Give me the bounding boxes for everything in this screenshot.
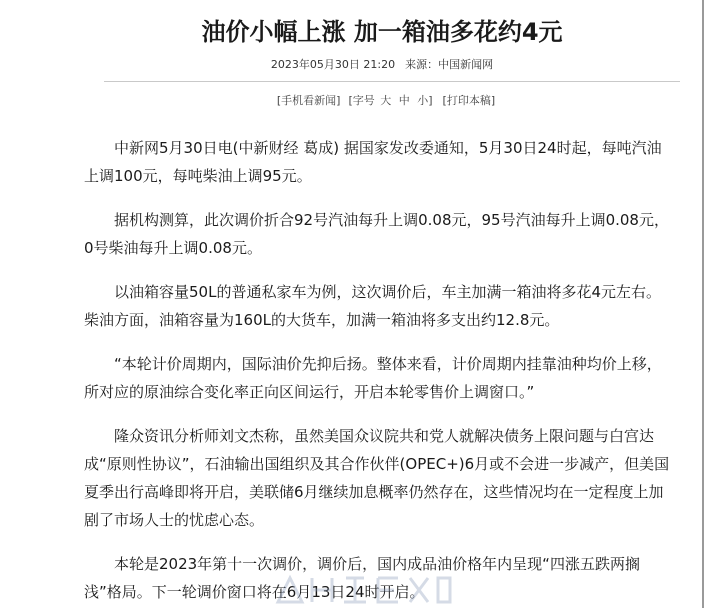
font-size-medium-link[interactable]: 中 bbox=[398, 94, 410, 107]
article-body bbox=[84, 134, 674, 608]
font-size-large-link[interactable]: 大 bbox=[380, 94, 392, 107]
article-paragraph: 以油箱容量50L的普通私家车为例，这次调价后，车主加满一箱油将多花4元左右。柴油方面，油箱容量为160L的大货车，加满一箱油将多支出约12.8元。 bbox=[84, 283, 661, 329]
font-size-label: [字号 bbox=[348, 94, 375, 107]
article-paragraph: 隆众资讯分析师刘文杰称，虽然美国众议院共和党人就解决债务上限问题与白宫达成“原则性协议”，石油输出国组织及其合作伙伴(OPEC+)6月或不会进一步减产，但美国夏季出行高峰即将开启，美联储6月继续加息概率仍然存在，这些情况均在一定程度上加剧了市场人士的忧虑心态。 bbox=[84, 427, 670, 529]
article-paragraph: 中新网5月30日电(中新财经 葛成) 据国家发改委通知，5月30日24时起，每吨汽油上调100元，每吨柴油上调95元。 bbox=[84, 139, 662, 185]
mobile-news-link[interactable]: [手机看新闻] bbox=[276, 94, 341, 107]
article-datetime: 2023年05月30日 21:20 bbox=[270, 58, 396, 71]
article-meta bbox=[0, 56, 704, 72]
title-divider bbox=[104, 81, 680, 82]
article-paragraph: 据机构测算，此次调价折合92号汽油每升上调0.08元，95号汽油每升上调0.08元，0号柴油每升上调0.08元。 bbox=[84, 211, 669, 257]
article-source: 来源：中国新闻网 bbox=[405, 58, 494, 71]
article-paragraph: 本轮是2023年第十一次调价，调价后，国内成品油价格年内呈现“四涨五跌两搁浅”格局。下一轮调价窗口将在6月13日24时开启。 bbox=[84, 555, 640, 601]
article-paragraph: “本轮计价周期内，国际油价先抑后扬。整体来看，计价周期内挂靠油种均价上移，所对应的原油综合变化率正向区间运行，开启本轮零售价上调窗口。” bbox=[84, 355, 662, 401]
article-title: 油价小幅上涨 加一箱油多花约4元 bbox=[201, 18, 563, 46]
print-article-link[interactable]: [打印本稿] bbox=[442, 94, 496, 107]
article-toolbar bbox=[0, 92, 704, 108]
font-size-small-link[interactable]: 小] bbox=[417, 94, 433, 107]
